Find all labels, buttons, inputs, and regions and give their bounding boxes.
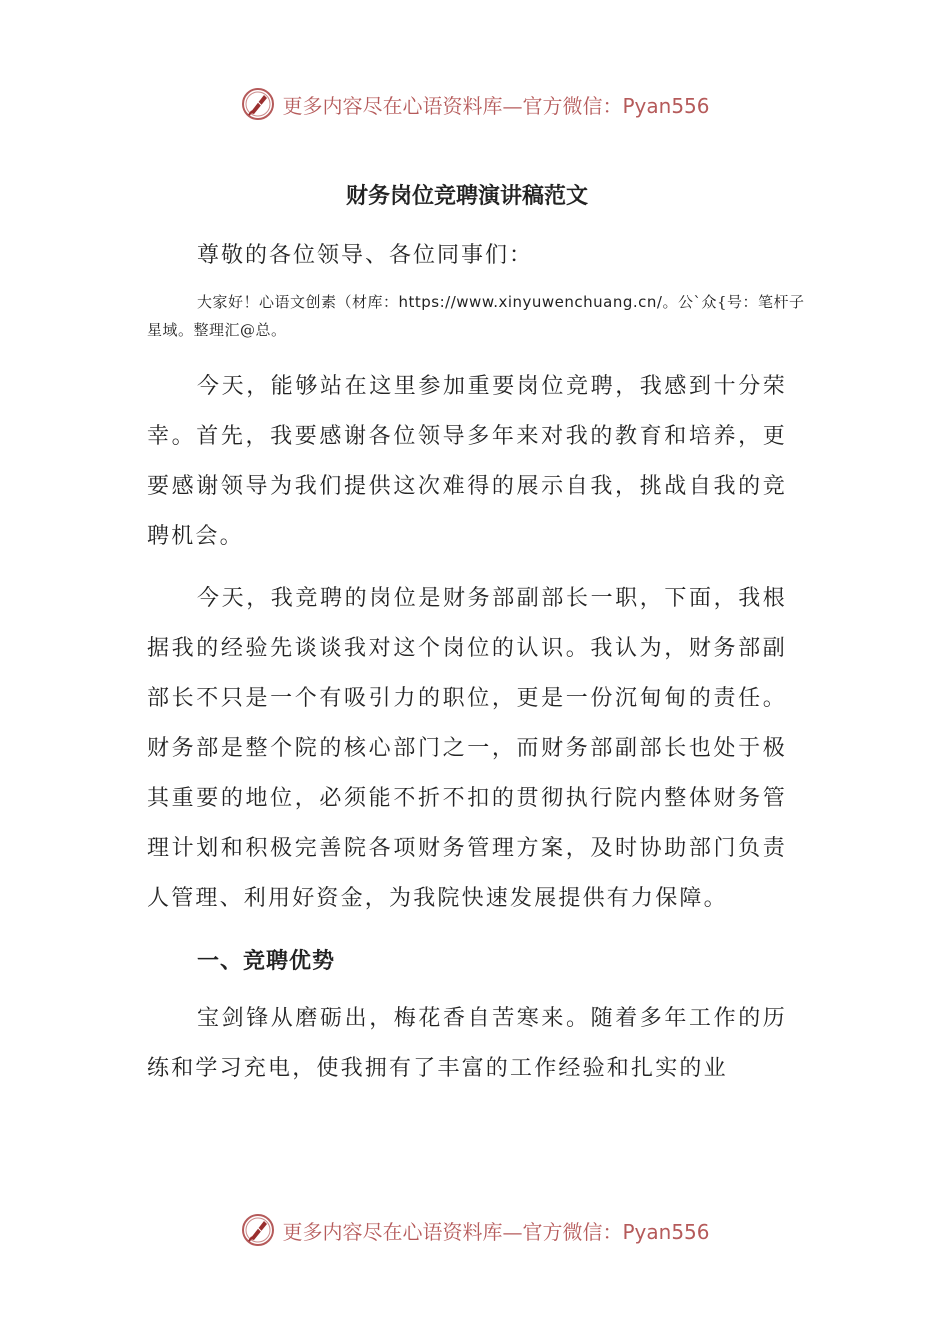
paragraph-advantages: 宝剑锋从磨砺出，梅花香自苦寒来。随着多年工作的历练和学习充电，使我拥有了丰富的工作经验和扎实的业 [147,1006,787,1081]
document-title: 财务岗位竞聘演讲稿范文 [345,183,588,209]
source-url: https://www.xinyuwenchuang.cn/ [398,293,663,311]
watermark-text: 更多内容尽在心语资料库—官方微信：Pyan556 [282,93,710,118]
header-watermark [0,84,950,124]
quill-logo-icon [240,1212,276,1248]
document-body [147,170,805,1094]
source-notice: 大家好！心语文创素（材库：https://www.xinyuwenchuang.cn/。公`众{号：笔杆子星域。整理汇@总。 [147,293,805,339]
paragraph-position: 今天，我竞聘的岗位是财务部副部长一职，下面，我根据我的经验先谈谈我对这个岗位的认识。我认为，财务部副部长不只是一个有吸引力的职位，更是一份沉甸甸的责任。财务部是整个院的核心部门之一，而财务部副部长也处于极其重要的地位，必须能不折不扣的贯彻执行院内整体财务管理计划和积极完善院各项财务管理方案，及时协助部门负责人管理、利用好资金，为我院快速发展提供有力保障。 [147,586,787,911]
footer-watermark [0,1210,950,1250]
watermark-text: 更多内容尽在心语资料库—官方微信：Pyan556 [282,1219,710,1244]
paragraph-intro: 今天，能够站在这里参加重要岗位竞聘，我感到十分荣幸。首先，我要感谢各位领导多年来对我的教育和培养，更要感谢领导为我们提供这次难得的展示自我，挑战自我的竞聘机会。 [147,374,787,549]
salutation: 尊敬的各位领导、各位同事们： [197,243,534,268]
quill-logo-icon [240,86,276,122]
section-heading: 一、竞聘优势 [197,948,336,974]
